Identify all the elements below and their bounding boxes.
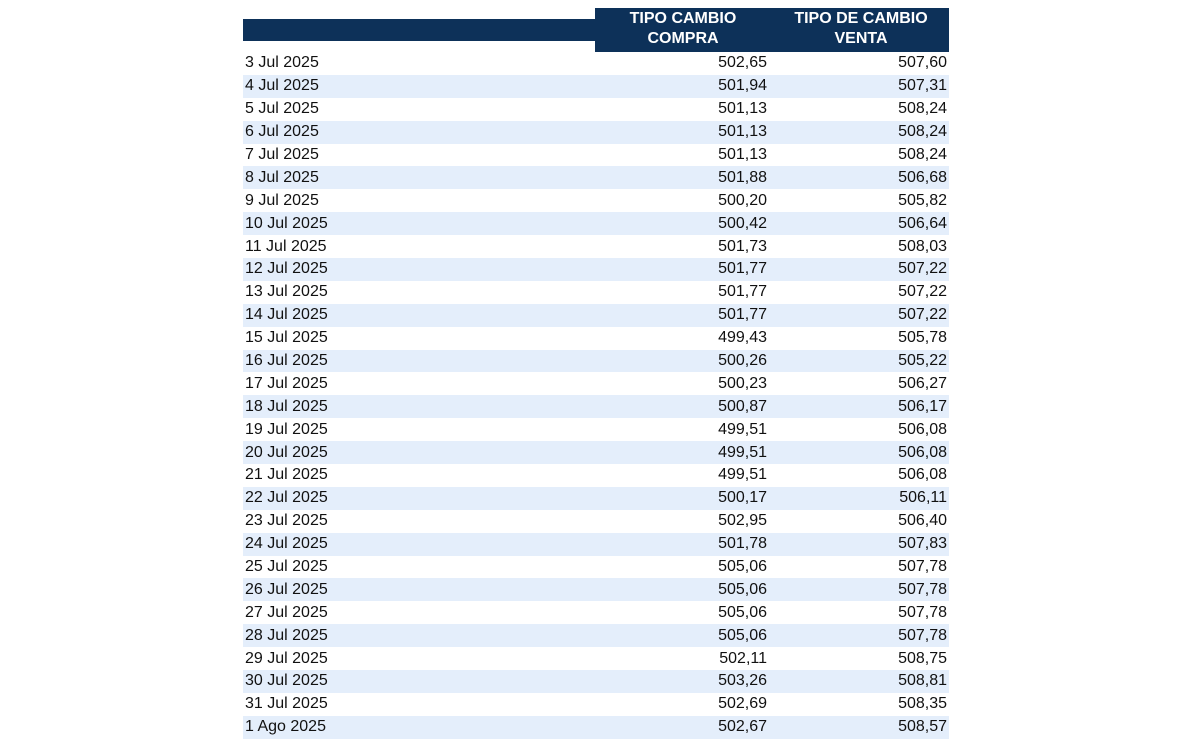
row-compra-value: 499,51 bbox=[718, 420, 767, 438]
row-compra-value: 501,13 bbox=[718, 123, 767, 141]
row-compra-value: 505,06 bbox=[718, 580, 767, 598]
row-compra-value: 501,13 bbox=[718, 100, 767, 118]
row-date: 15 Jul 2025 bbox=[245, 329, 328, 347]
row-compra-value: 501,77 bbox=[718, 283, 767, 301]
row-date: 25 Jul 2025 bbox=[245, 558, 328, 576]
table-row bbox=[243, 533, 949, 556]
table-row bbox=[243, 258, 949, 281]
table-row bbox=[243, 578, 949, 601]
row-compra-value: 501,77 bbox=[718, 260, 767, 278]
row-venta-value: 506,64 bbox=[898, 214, 947, 232]
row-date: 14 Jul 2025 bbox=[245, 306, 328, 324]
table-row bbox=[243, 556, 949, 579]
column-header-venta bbox=[773, 9, 949, 49]
row-date: 6 Jul 2025 bbox=[245, 123, 319, 141]
row-compra-value: 505,06 bbox=[718, 558, 767, 576]
row-venta-value: 506,11 bbox=[899, 489, 947, 507]
table-row bbox=[243, 98, 949, 121]
table-body bbox=[243, 52, 949, 739]
row-date: 10 Jul 2025 bbox=[245, 214, 328, 232]
row-date: 8 Jul 2025 bbox=[245, 168, 319, 186]
column-header-venta-line2: VENTA bbox=[834, 30, 888, 47]
row-date: 30 Jul 2025 bbox=[245, 672, 328, 690]
row-date: 21 Jul 2025 bbox=[245, 466, 328, 484]
table-row bbox=[243, 624, 949, 647]
column-header-compra-line1: TIPO CAMBIO bbox=[629, 10, 737, 27]
row-date: 7 Jul 2025 bbox=[245, 146, 319, 163]
row-compra-value: 499,43 bbox=[718, 329, 767, 347]
row-venta-value: 508,75 bbox=[898, 649, 947, 667]
row-date: 23 Jul 2025 bbox=[245, 512, 328, 530]
row-venta-value: 506,08 bbox=[898, 420, 947, 438]
row-venta-value: 506,27 bbox=[898, 374, 947, 392]
row-venta-value: 505,82 bbox=[898, 191, 947, 209]
table-row bbox=[243, 464, 949, 487]
row-date: 18 Jul 2025 bbox=[245, 397, 328, 415]
row-date: 24 Jul 2025 bbox=[245, 535, 328, 553]
table-row bbox=[243, 647, 949, 670]
row-compra-value: 501,77 bbox=[718, 306, 767, 324]
row-venta-value: 508,24 bbox=[898, 100, 947, 118]
row-compra-value: 502,67 bbox=[718, 718, 767, 736]
table-row bbox=[243, 487, 949, 510]
row-date: 13 Jul 2025 bbox=[245, 283, 328, 301]
row-compra-value: 501,88 bbox=[718, 168, 767, 186]
table-row bbox=[243, 693, 949, 716]
row-date: 4 Jul 2025 bbox=[245, 77, 319, 95]
table-row bbox=[243, 281, 949, 304]
row-date: 16 Jul 2025 bbox=[245, 352, 328, 370]
row-compra-value: 502,95 bbox=[718, 512, 767, 530]
row-compra-value: 500,23 bbox=[718, 374, 767, 392]
row-compra-value: 500,20 bbox=[718, 191, 767, 209]
row-compra-value: 502,69 bbox=[718, 695, 767, 713]
row-compra-value: 500,26 bbox=[718, 352, 767, 370]
table-row bbox=[243, 372, 949, 395]
row-venta-value: 506,08 bbox=[898, 466, 947, 484]
row-date: 20 Jul 2025 bbox=[245, 443, 328, 461]
row-compra-value: 500,87 bbox=[718, 397, 767, 415]
row-venta-value: 508,57 bbox=[898, 718, 947, 736]
table-row bbox=[243, 510, 949, 533]
row-date: 26 Jul 2025 bbox=[245, 580, 328, 598]
row-venta-value: 507,78 bbox=[898, 603, 947, 621]
row-date: 17 Jul 2025 bbox=[245, 374, 328, 392]
table-row bbox=[243, 166, 949, 189]
row-venta-value: 507,31 bbox=[898, 77, 947, 95]
table-row bbox=[243, 327, 949, 350]
row-venta-value: 507,22 bbox=[898, 260, 947, 278]
row-compra-value: 503,26 bbox=[718, 672, 767, 690]
row-date: 5 Jul 2025 bbox=[245, 100, 319, 118]
exchange-rate-table bbox=[243, 8, 949, 739]
table-row bbox=[243, 601, 949, 624]
table-row bbox=[243, 144, 949, 167]
table-row bbox=[243, 212, 949, 235]
row-date: 31 Jul 2025 bbox=[245, 695, 328, 713]
table-row bbox=[243, 418, 949, 441]
table-row bbox=[243, 189, 949, 212]
row-compra-value: 501,73 bbox=[718, 237, 767, 255]
table-row bbox=[243, 304, 949, 327]
row-venta-value: 508,81 bbox=[898, 672, 947, 690]
row-date: 11 Jul 2025 bbox=[245, 237, 327, 255]
row-compra-value: 500,17 bbox=[718, 489, 767, 507]
row-compra-value: 502,11 bbox=[719, 649, 767, 667]
row-venta-value: 505,78 bbox=[898, 329, 947, 347]
row-compra-value: 505,06 bbox=[718, 626, 767, 644]
row-date: 19 Jul 2025 bbox=[245, 420, 328, 438]
table-row bbox=[243, 121, 949, 144]
row-compra-value: 505,06 bbox=[718, 603, 767, 621]
row-date: 27 Jul 2025 bbox=[245, 603, 328, 621]
table-row bbox=[243, 350, 949, 373]
row-venta-value: 507,83 bbox=[898, 535, 947, 553]
row-venta-value: 506,08 bbox=[898, 443, 947, 461]
row-date: 9 Jul 2025 bbox=[245, 191, 319, 209]
column-header-compra-line2: COMPRA bbox=[647, 30, 719, 47]
table-row bbox=[243, 52, 949, 75]
row-date: 12 Jul 2025 bbox=[245, 260, 328, 278]
row-compra-value: 501,78 bbox=[718, 535, 767, 553]
table-header bbox=[243, 8, 949, 52]
column-header-compra bbox=[595, 9, 771, 49]
row-venta-value: 507,78 bbox=[898, 580, 947, 598]
table-row bbox=[243, 441, 949, 464]
row-venta-value: 506,17 bbox=[898, 397, 947, 415]
row-venta-value: 507,22 bbox=[898, 306, 947, 324]
row-compra-value: 500,42 bbox=[718, 214, 767, 232]
row-venta-value: 505,22 bbox=[898, 352, 947, 370]
row-compra-value: 499,51 bbox=[718, 443, 767, 461]
row-venta-value: 507,22 bbox=[898, 283, 947, 301]
row-date: 22 Jul 2025 bbox=[245, 489, 328, 507]
row-date: 29 Jul 2025 bbox=[245, 649, 328, 667]
column-header-venta-line1: TIPO DE CAMBIO bbox=[794, 10, 928, 27]
row-venta-value: 508,24 bbox=[898, 123, 947, 141]
row-venta-value: 507,60 bbox=[898, 54, 947, 72]
row-date: 1 Ago 2025 bbox=[245, 718, 326, 736]
row-compra-value: 501,94 bbox=[718, 77, 767, 95]
row-date: 3 Jul 2025 bbox=[245, 54, 319, 72]
row-venta-value: 508,24 bbox=[898, 146, 947, 163]
row-venta-value: 507,78 bbox=[898, 558, 947, 576]
table-row bbox=[243, 235, 949, 258]
table-row bbox=[243, 75, 949, 98]
table-row bbox=[243, 395, 949, 418]
row-venta-value: 506,40 bbox=[898, 512, 947, 530]
row-compra-value: 502,65 bbox=[718, 54, 767, 72]
row-venta-value: 508,35 bbox=[898, 695, 947, 713]
table-row bbox=[243, 716, 949, 739]
row-compra-value: 499,51 bbox=[718, 466, 767, 484]
row-venta-value: 507,78 bbox=[898, 626, 947, 644]
table-row bbox=[243, 670, 949, 693]
row-venta-value: 506,68 bbox=[898, 168, 947, 186]
row-compra-value: 501,13 bbox=[718, 146, 767, 163]
row-venta-value: 508,03 bbox=[898, 237, 947, 255]
row-date: 28 Jul 2025 bbox=[245, 626, 328, 644]
